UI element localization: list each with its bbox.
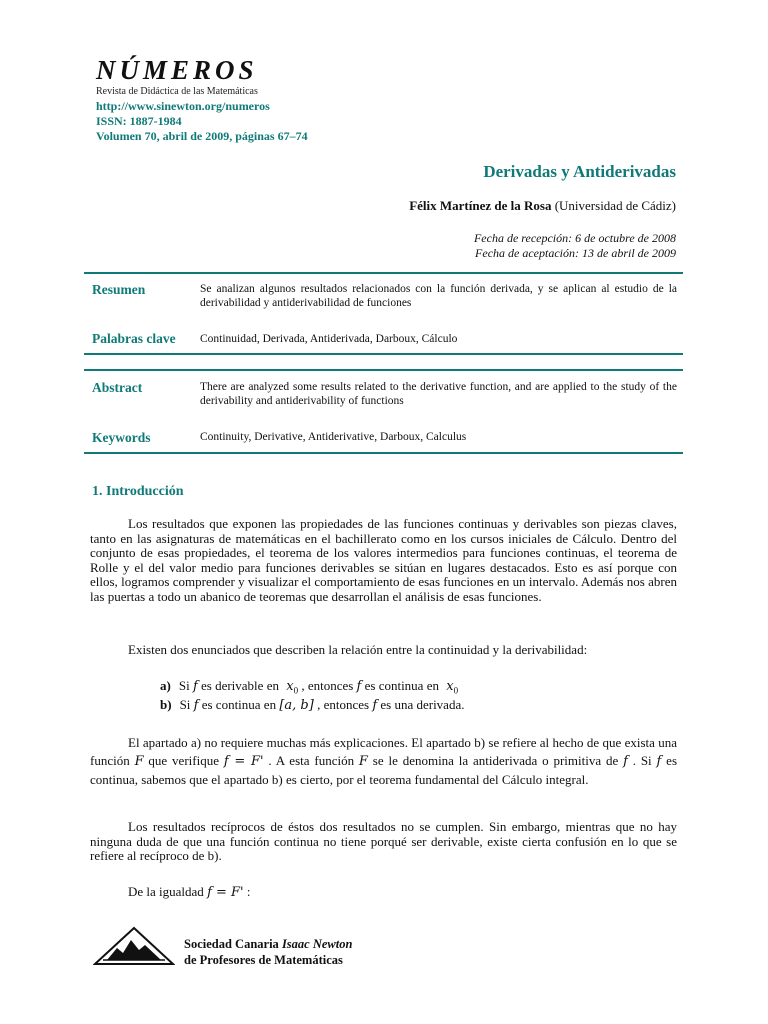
text: Isaac Newton <box>281 937 353 951</box>
math: f <box>372 698 378 713</box>
accepted-date: Fecha de aceptación: 13 de abril de 2009 <box>475 245 676 260</box>
text: Sociedad Canaria <box>184 937 282 951</box>
society-logo-icon <box>93 926 175 966</box>
journal-subtitle: Revista de Didáctica de las Matemáticas <box>96 86 258 97</box>
math: f <box>356 679 362 694</box>
society-line-2: de Profesores de Matemáticas <box>184 953 343 967</box>
author-affiliation: (Universidad de Cádiz) <box>551 198 676 213</box>
math: f = F' <box>207 885 244 900</box>
author-line <box>409 198 676 214</box>
item-text: , entonces <box>313 697 373 712</box>
math: f <box>193 698 199 713</box>
math: 0 <box>293 685 299 696</box>
math: f <box>656 754 662 769</box>
keywords-text: Continuity, Derivative, Antiderivative, Darboux, Calculus <box>200 431 467 443</box>
paragraph: Los resultados que exponen las propiedades de las funciones continuas y derivables son piezas claves, tanto en las asignaturas de matemáticas en el bachillerato como en los cursos iniciales de Cálculo. Dentro del conjunto de esas propiedades, el teorema de los valores intermedios para funciones continuas, el teorema de Rolle y el del valor medio para funciones derivables se sitúan en lugares destacados. Esto es así porque con ellos, logramos comprender y visualizar el comportamiento de esas funciones en un intervalo. Además nos abren las puertas a todo un abanico de teoremas que desarrollan el análisis de esas funciones. <box>90 516 677 604</box>
math: F <box>134 754 144 769</box>
math: [a, b] <box>279 698 314 713</box>
math: F <box>358 754 368 769</box>
journal-issn: ISSN: 1887-1984 <box>96 114 182 128</box>
divider <box>84 369 683 371</box>
journal-url[interactable]: http://www.sinewton.org/numeros <box>96 99 270 113</box>
item-text: , entonces <box>298 678 357 693</box>
item-text: es continua en <box>198 697 280 712</box>
abstract-label: Abstract <box>92 380 143 395</box>
math: x <box>446 679 454 694</box>
society-name <box>184 936 352 968</box>
text: se le denomina la antiderivada o primitiva de <box>367 753 624 768</box>
item-text: Si <box>178 678 193 693</box>
text: El apartado a) no requiere muchas más explicaciones. El apartado b) se refiere al hecho de que exista una función <box>90 735 677 768</box>
divider <box>84 272 683 274</box>
palabras-clave-label: Palabras clave <box>92 331 176 346</box>
item-text: es continua en <box>361 678 443 693</box>
dates <box>474 231 676 260</box>
paragraph: Los resultados recíprocos de éstos dos resultados no se cumplen. Sin embargo, mientras que no hay ninguna duda de que una función continua no tiene porqué ser derivable, existe cierta confusión en lo que se refiere al recíproco de b). <box>90 819 677 864</box>
paper-title: Derivadas y Antiderivadas <box>483 162 676 181</box>
paragraph: Existen dos enunciados que describen la relación entre la continuidad y la derivabilidad: <box>128 642 588 657</box>
abstract-text: There are analyzed some results related to the derivative function, and are applied to the study of the derivability and antiderivability of functions <box>200 381 677 407</box>
item-label: b) <box>160 697 172 712</box>
list-item-b <box>160 697 464 714</box>
keywords-label: Keywords <box>92 430 151 445</box>
text: : <box>243 884 251 899</box>
received-date: Fecha de recepción: 6 de octubre de 2008 <box>473 231 676 245</box>
journal-info <box>96 99 308 144</box>
journal-title: NÚMEROS <box>96 55 258 85</box>
text: que verifique <box>143 753 224 768</box>
text: De la igualdad <box>128 884 208 899</box>
item-text: es derivable en <box>197 678 283 693</box>
paragraph <box>90 734 677 789</box>
journal-volume: Volumen 70, abril de 2009, páginas 67–74 <box>96 129 308 143</box>
resumen-label: Resumen <box>92 282 146 297</box>
section-heading: 1. Introducción <box>92 484 184 499</box>
divider <box>84 452 683 454</box>
resumen-text: Se analizan algunos resultados relacionados con la función derivada, y se aplican al estudio de la derivabilidad y antiderivabilidad de funciones <box>200 283 677 309</box>
list-item-a <box>160 678 458 699</box>
palabras-clave-text: Continuidad, Derivada, Antiderivada, Darboux, Cálculo <box>200 333 458 345</box>
society-line-1 <box>184 936 352 952</box>
divider <box>84 353 683 355</box>
text: es continua, sabemos que el apartado b) es cierto, por el teorema fundamental del Cálculo integral. <box>90 753 677 787</box>
text: . Si <box>627 753 657 768</box>
math: f <box>192 679 198 694</box>
math: x <box>286 679 294 694</box>
math: 0 <box>453 685 459 696</box>
item-label: a) <box>160 678 171 693</box>
item-text: es una derivada. <box>377 697 465 712</box>
text: . A esta función <box>263 753 359 768</box>
math: f = F' <box>223 754 264 769</box>
math: f <box>623 754 628 769</box>
item-text: Si <box>179 697 194 712</box>
paragraph <box>90 885 677 901</box>
author-name: Félix Martínez de la Rosa <box>409 198 552 213</box>
